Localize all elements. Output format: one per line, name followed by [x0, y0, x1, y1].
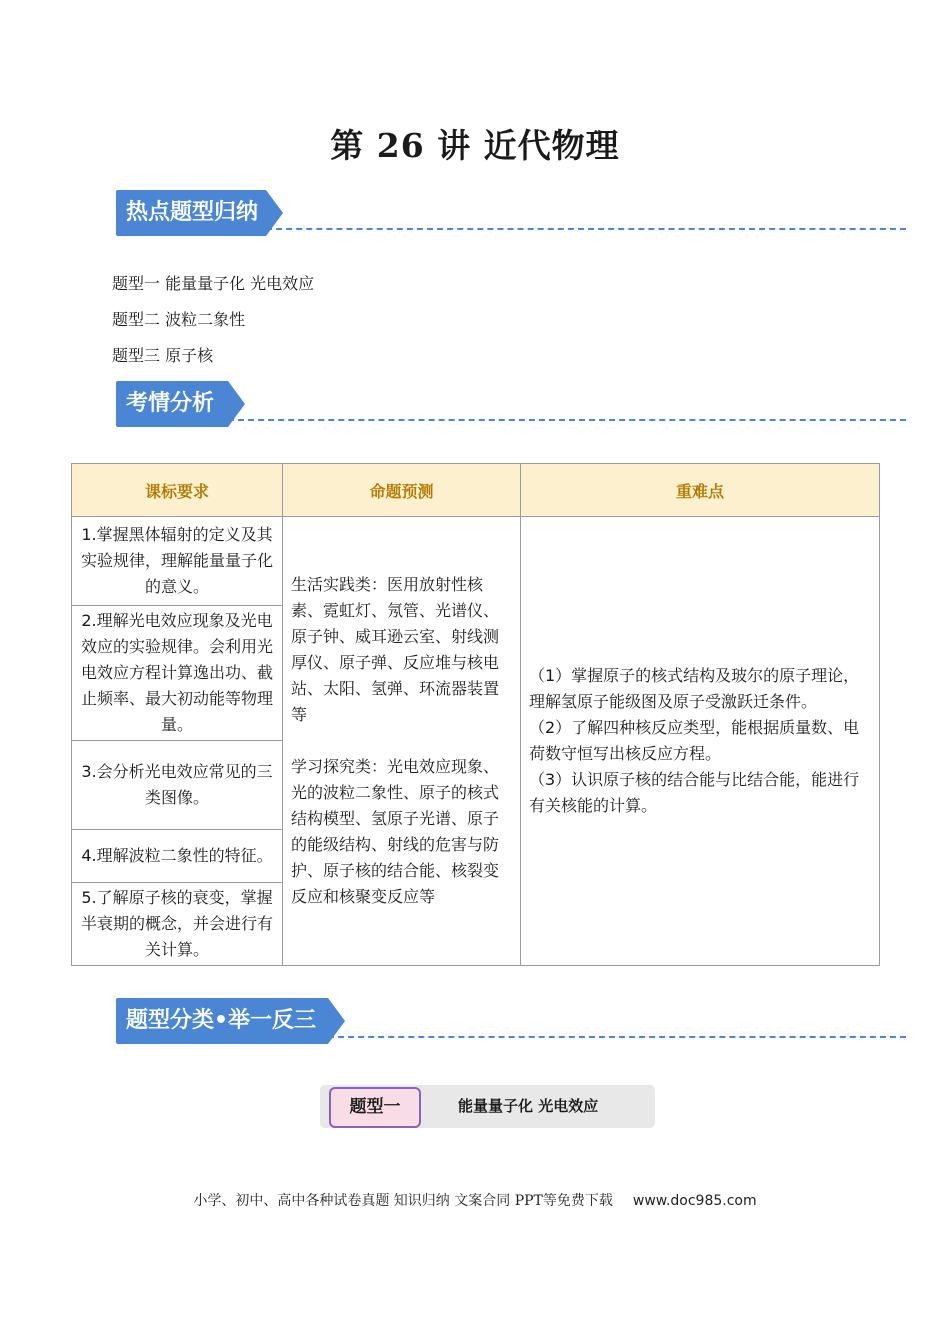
list-item: 题型二 波粒二象性 — [112, 310, 246, 329]
section-title: 题型分类•举一反三 — [126, 1008, 317, 1033]
list-item: 题型一 能量量子化 光电效应 — [112, 274, 315, 293]
difficulty-cell — [521, 517, 880, 966]
section-title: 热点题型归纳 — [126, 200, 259, 225]
table-row — [72, 517, 880, 606]
column-header: 课标要求 — [72, 464, 283, 517]
footer-url[interactable]: www.doc985.com — [632, 1193, 757, 1209]
prediction-cell — [283, 517, 521, 966]
section-title: 考情分析 — [126, 391, 215, 416]
column-header: 命题预测 — [283, 464, 521, 517]
difficulty-item: （1）掌握原子的核式结构及玻尔的原子理论，理解氢原子能级图及原子受激跃迁条件。 — [529, 666, 860, 711]
divider — [266, 228, 906, 230]
requirement-cell: 2.理解光电效应现象及光电效应的实验规律。会利用光电效应方程计算逸出功、截止频率、最大初动能等物理量。 — [72, 606, 283, 741]
prediction-paragraph: 学习探究类：光电效应现象、光的波粒二象性、原子的核式结构模型、氢原子光谱、原子的能级结构、射线的危害与防护、原子核的结合能、核裂变反应和核聚变反应等 — [291, 757, 500, 906]
table-header-row — [72, 464, 880, 517]
requirement-cell: 3.会分析光电效应常见的三类图像。 — [72, 741, 283, 830]
question-type-list — [112, 272, 314, 380]
column-header: 重难点 — [521, 464, 880, 517]
list-item: 题型三 原子核 — [112, 346, 214, 365]
requirement-cell: 1.掌握黑体辐射的定义及其实验规律，理解能量量子化的意义。 — [72, 517, 283, 606]
difficulty-item: （2）了解四种核反应类型，能根据质量数、电荷数守恒写出核反应方程。 — [529, 718, 860, 763]
difficulty-item: （3）认识原子核的结合能与比结合能，能进行有关核能的计算。 — [529, 770, 860, 815]
footer — [0, 1190, 950, 1210]
question-type-title: 能量量子化 光电效应 — [458, 1097, 599, 1115]
requirement-cell: 4.理解波粒二象性的特征。 — [72, 830, 283, 883]
footer-text: 小学、初中、高中各种试卷真题 知识归纳 文案合同 PPT等免费下载 — [193, 1193, 613, 1209]
question-type-heading — [320, 1085, 655, 1128]
divider — [228, 419, 906, 421]
prediction-paragraph: 生活实践类：医用放射性核素、霓虹灯、氖管、光谱仪、原子钟、威耳逊云室、射线测厚仪、原子弹、反应堆与核电站、太阳、氢弹、环流器装置等 — [291, 575, 500, 724]
page-title: 第 26 讲 近代物理 — [330, 126, 620, 165]
question-type-tag: 题型一 — [329, 1087, 421, 1128]
analysis-table — [71, 463, 880, 966]
divider — [328, 1036, 906, 1038]
requirement-cell: 5.了解原子核的衰变，掌握半衰期的概念，并会进行有关计算。 — [72, 883, 283, 966]
